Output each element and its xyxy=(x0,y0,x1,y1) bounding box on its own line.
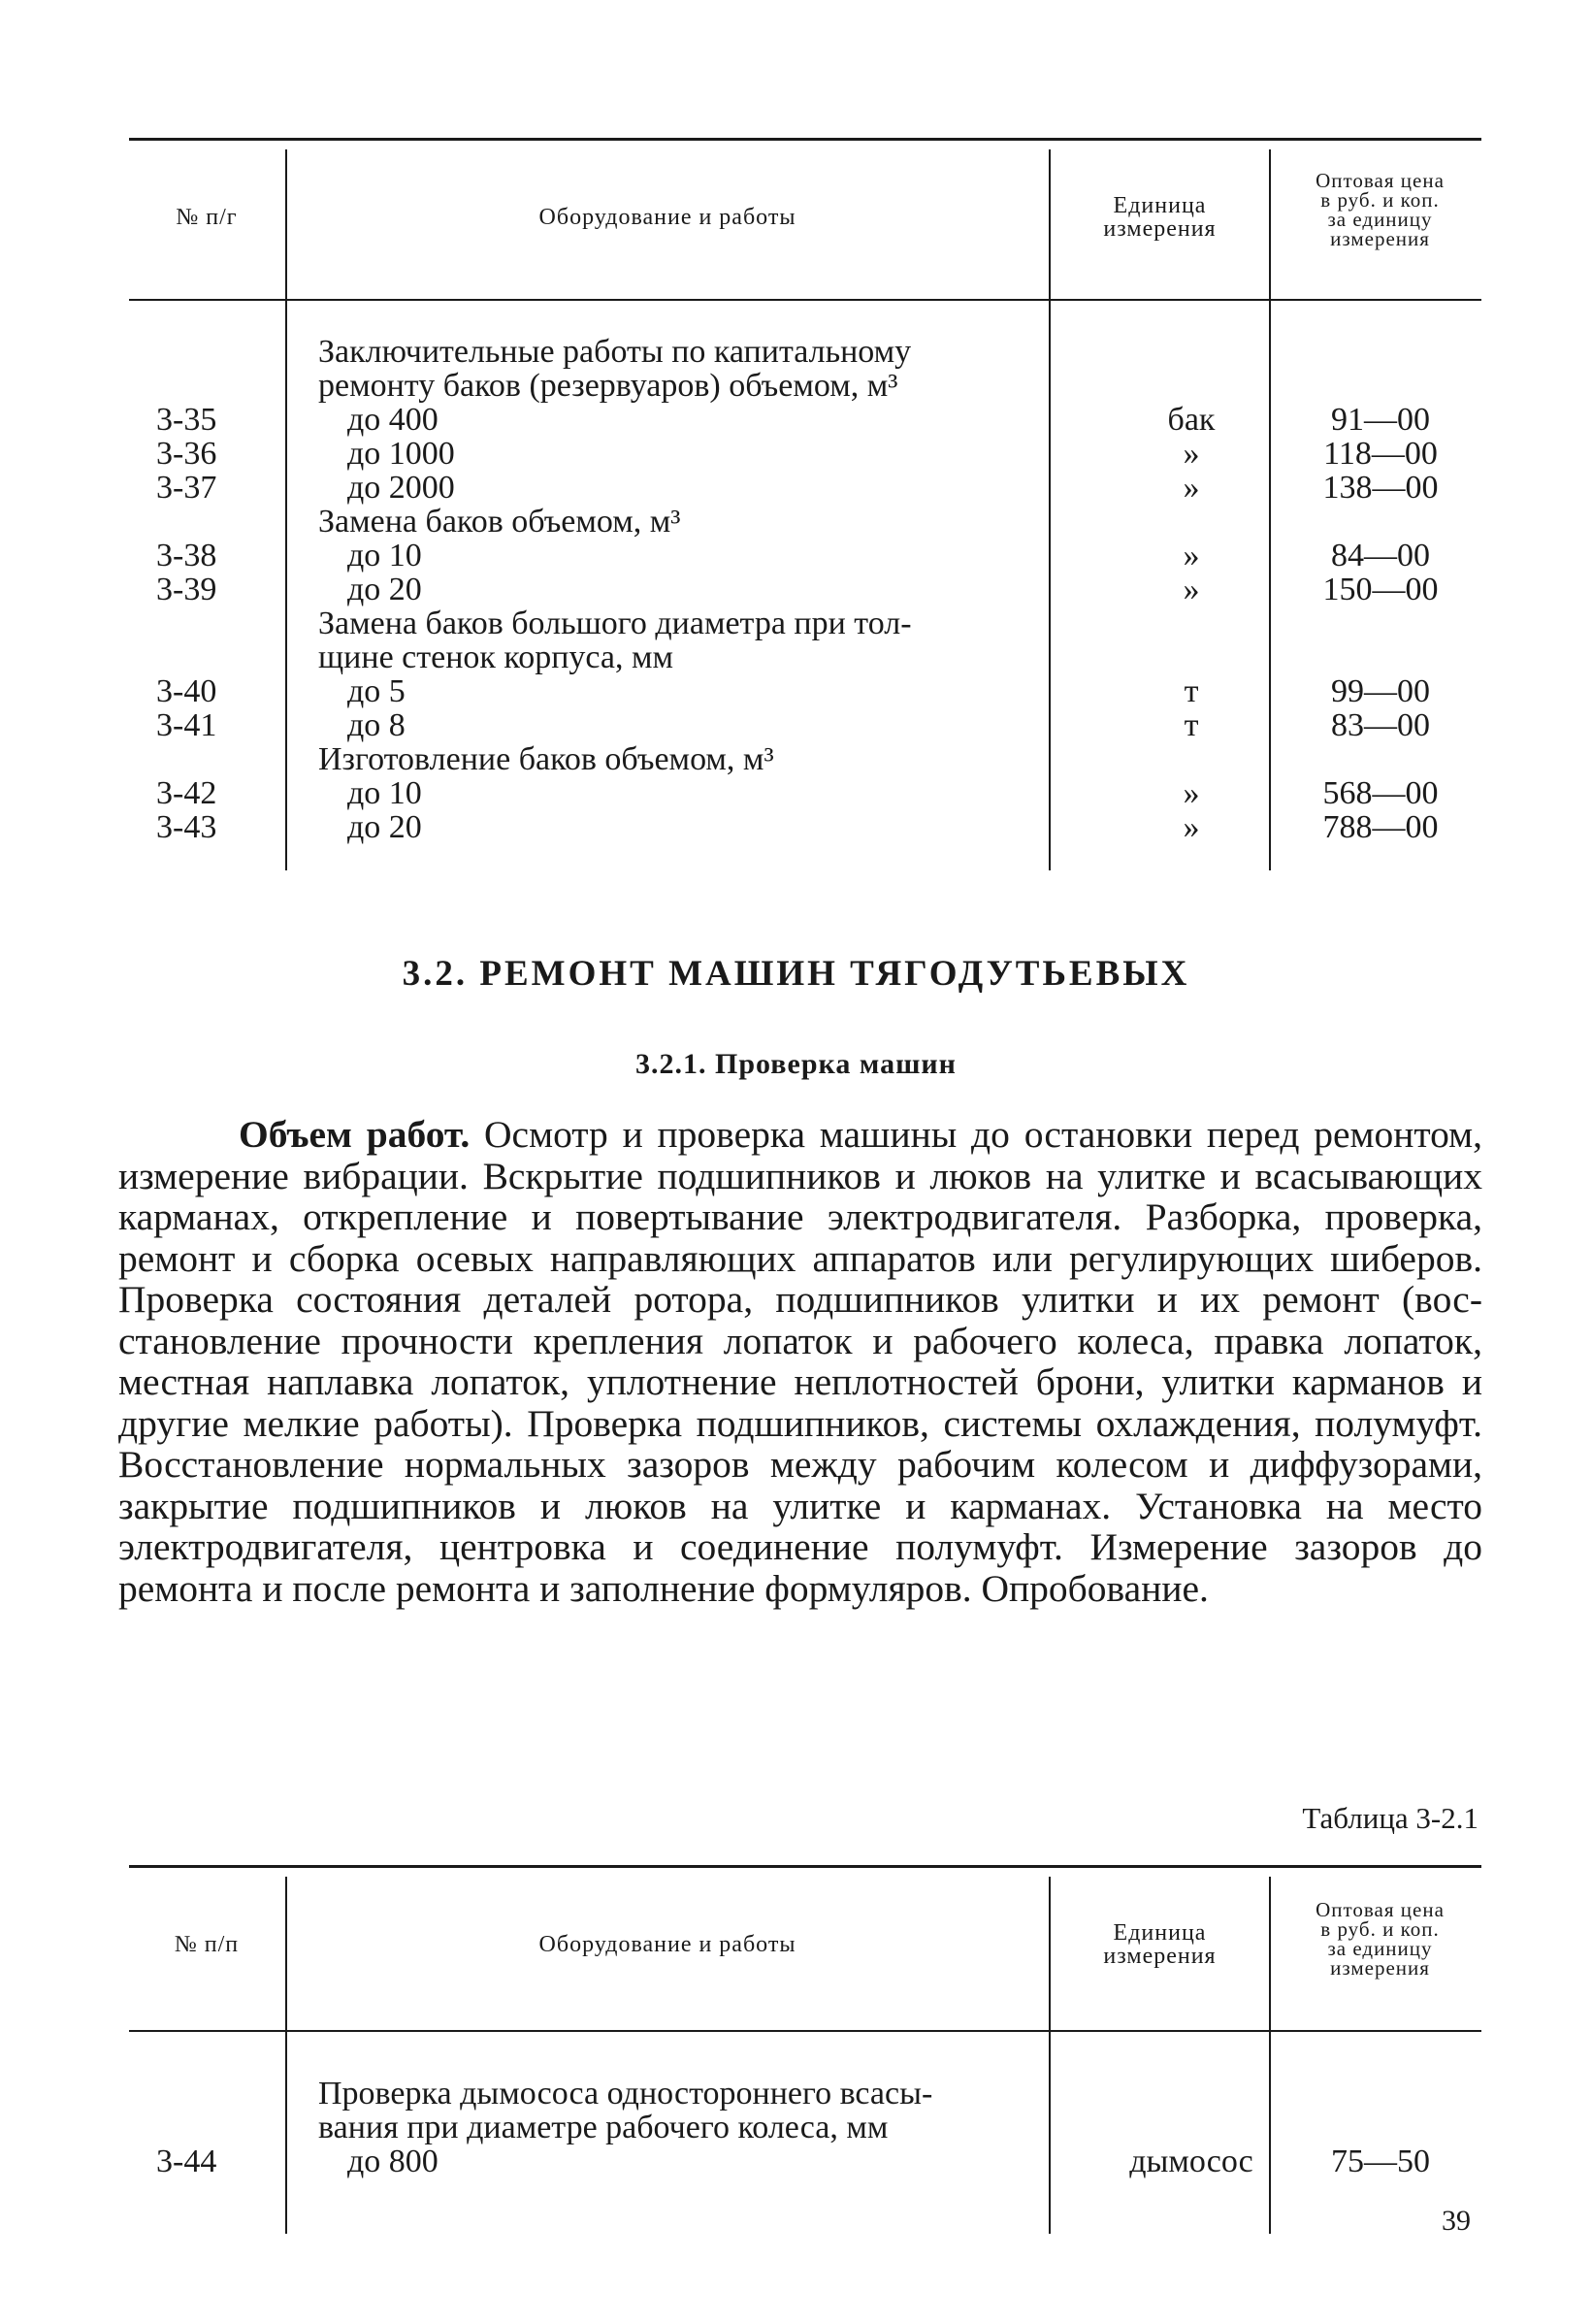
table-row xyxy=(129,606,1481,640)
row-number: 3-36 xyxy=(156,436,217,472)
row-unit: » xyxy=(1183,809,1200,845)
row-description: ремонту баков (резервуаров) объемом, м³ xyxy=(318,368,898,404)
page-number: 39 xyxy=(1442,2205,1471,2237)
row-price: 150—00 xyxy=(1322,572,1439,607)
header-equipment xyxy=(286,1933,1049,1956)
table-row xyxy=(129,2077,1481,2111)
header-number xyxy=(129,206,284,229)
row-price: 138—00 xyxy=(1322,470,1439,506)
scope-of-work-paragraph xyxy=(118,1114,1482,1609)
row-unit: » xyxy=(1183,470,1200,506)
header-bottom-rule xyxy=(129,299,1481,301)
row-number: 3-39 xyxy=(156,572,217,607)
row-description: Замена баков большого диаметра при тол- xyxy=(318,606,912,641)
row-description: Изготовление баков объемом, м³ xyxy=(318,741,774,777)
header-price xyxy=(1271,171,1489,248)
header-price-line: Оптовая цена xyxy=(1316,1898,1445,1921)
header-number-text: № п/г xyxy=(176,205,238,230)
row-description: до 20 xyxy=(347,572,422,607)
row-description: до 2000 xyxy=(347,470,455,506)
row-description: до 5 xyxy=(347,673,406,709)
section-title: 3.2. РЕМОНТ МАШИН ТЯГОДУТЬЕВЫХ xyxy=(402,954,1190,994)
table-row xyxy=(129,2111,1481,2144)
row-description: до 1000 xyxy=(347,436,455,472)
header-unit-line: Единица xyxy=(1113,1920,1207,1946)
row-description: до 8 xyxy=(347,707,406,743)
row-number: 3-44 xyxy=(156,2144,217,2179)
row-unit: » xyxy=(1183,775,1200,811)
row-unit: дымосос xyxy=(1129,2144,1253,2179)
row-price: 75—50 xyxy=(1331,2144,1430,2179)
header-price-line: измерения xyxy=(1330,227,1430,250)
header-price-line: Оптовая цена xyxy=(1316,169,1445,192)
header-price-line: за единицу xyxy=(1327,208,1433,231)
row-unit: т xyxy=(1184,707,1199,743)
header-price xyxy=(1271,1900,1489,1978)
row-unit: » xyxy=(1183,538,1200,573)
row-price: 83—00 xyxy=(1331,707,1430,743)
row-description: Замена баков объемом, м³ xyxy=(318,504,681,540)
header-equipment-text: Оборудование и работы xyxy=(538,1932,796,1957)
paragraph-body: Осмотр и проверка машины до остановки перед ремонтом, измерение вибрации. Вскрытие подшипников и люков на улитке и всасывающих карманах, открепление и повертывание электродвигателя. Разборка, проверка, ремонт и сборка осевых направляющих аппаратов или регулирующих шиберов. Проверка состояния деталей ротора, подшипников улитки и их ремонт (восстановление прочности крепления лопаток и рабочего колеса, правка лопаток, местная наплавка лопаток, уплотнение неплотностей брони, улитки карманов и другие мелкие работы). Проверка подшипников, системы охлаждения, полумуфт. Восстановление нормальных зазоров между рабочим колесом и диффузорами, закрытие подшипников и люков на улитке и карманах. Установка на место электродвигателя, центровка и соединение полумуфт. Измерение зазоров до ремонта и после ремонта и заполнение формуляров. Опробование. xyxy=(118,1113,1482,1610)
table-row xyxy=(129,674,1481,708)
header-unit-line: измерения xyxy=(1103,216,1217,242)
row-number: 3-41 xyxy=(156,707,217,743)
row-description: Проверка дымососа одностороннего всасы- xyxy=(318,2076,933,2111)
header-unit-line: Единица xyxy=(1113,193,1207,218)
row-description: вания при диаметре рабочего колеса, мм xyxy=(318,2110,889,2145)
header-unit xyxy=(1051,1921,1269,1968)
subsection-title: 3.2.1. Проверка машин xyxy=(635,1048,957,1080)
row-description: до 10 xyxy=(347,775,422,811)
row-number: 3-37 xyxy=(156,470,217,506)
table-row xyxy=(129,742,1481,776)
table-row xyxy=(129,505,1481,539)
paragraph-lead: Объем работ. xyxy=(239,1113,471,1156)
table-top-rule xyxy=(129,1865,1481,1868)
table-top-rule xyxy=(129,138,1481,141)
header-unit xyxy=(1051,194,1269,241)
row-number: 3-38 xyxy=(156,538,217,573)
row-description: до 800 xyxy=(347,2144,439,2179)
table-row xyxy=(129,403,1481,437)
row-price: 788—00 xyxy=(1322,809,1439,845)
row-description: щине стенок корпуса, мм xyxy=(318,639,674,675)
table-caption: Таблица 3-2.1 xyxy=(1302,1801,1478,1835)
header-price-line: измерения xyxy=(1330,1956,1430,1980)
header-equipment-text: Оборудование и работы xyxy=(538,205,796,230)
equipment-price-table-2 xyxy=(129,1865,1481,2234)
table-row xyxy=(129,437,1481,471)
header-number xyxy=(129,1933,284,1956)
table-row xyxy=(129,471,1481,505)
header-bottom-rule xyxy=(129,2030,1481,2032)
row-description: Заключительные работы по капитальному xyxy=(318,334,912,370)
column-divider xyxy=(285,1877,287,2234)
table-row xyxy=(129,335,1481,369)
table-row xyxy=(129,539,1481,573)
header-equipment xyxy=(286,206,1049,229)
row-price: 568—00 xyxy=(1322,775,1439,811)
row-number: 3-40 xyxy=(156,673,217,709)
row-unit: бак xyxy=(1167,402,1216,438)
row-description: до 20 xyxy=(347,809,422,845)
row-unit: » xyxy=(1183,436,1200,472)
header-price-line: за единицу xyxy=(1327,1937,1433,1960)
row-unit: т xyxy=(1184,673,1199,709)
table-row xyxy=(129,776,1481,810)
table-row xyxy=(129,708,1481,742)
table-row xyxy=(129,2144,1481,2178)
header-price-line: в руб. и коп. xyxy=(1320,188,1440,212)
header-unit-line: измерения xyxy=(1103,1944,1217,1969)
row-description: до 10 xyxy=(347,538,422,573)
row-number: 3-43 xyxy=(156,809,217,845)
table-row xyxy=(129,810,1481,844)
row-description: до 400 xyxy=(347,402,439,438)
row-price: 118—00 xyxy=(1323,436,1438,472)
header-price-line: в руб. и коп. xyxy=(1320,1917,1440,1941)
row-unit: » xyxy=(1183,572,1200,607)
row-number: 3-35 xyxy=(156,402,217,438)
table-row xyxy=(129,640,1481,674)
equipment-price-table-1 xyxy=(129,138,1481,885)
row-number: 3-42 xyxy=(156,775,217,811)
row-price: 84—00 xyxy=(1331,538,1430,573)
row-price: 99—00 xyxy=(1331,673,1430,709)
header-number-text: № п/п xyxy=(174,1932,240,1957)
table-row xyxy=(129,369,1481,403)
table-row xyxy=(129,573,1481,606)
row-price: 91—00 xyxy=(1331,402,1430,438)
